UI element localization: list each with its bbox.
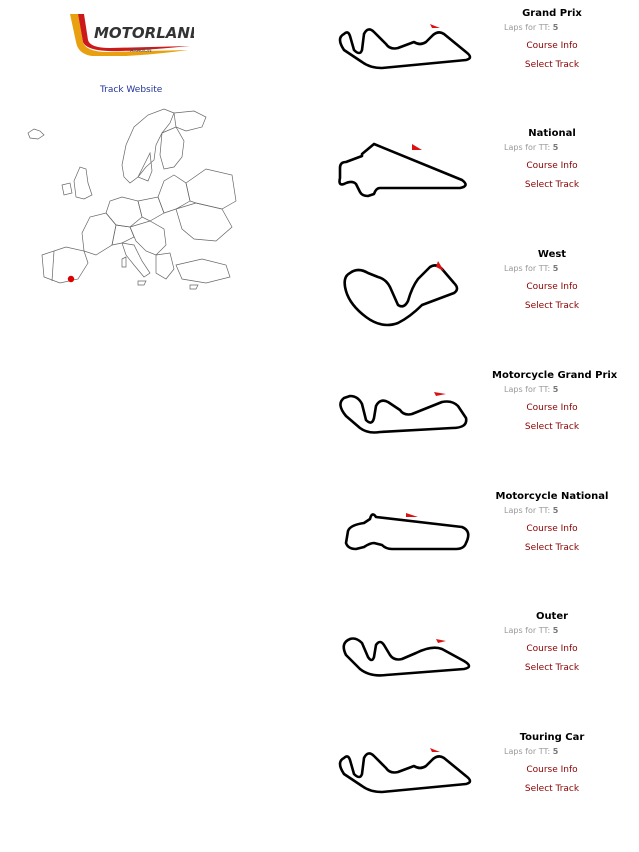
laps-value: 5	[552, 747, 559, 756]
select-track-button[interactable]: Select Track	[524, 663, 580, 673]
laps-label: Laps for TT:	[504, 506, 551, 515]
laps-for-tt	[492, 142, 612, 153]
start-flag-icon	[430, 24, 440, 28]
laps-for-tt	[492, 505, 612, 516]
laps-value: 5	[552, 143, 559, 152]
logo-subtitle-text: ARAGÓN	[130, 48, 152, 54]
track-row-grand-prix	[0, 8, 639, 128]
track-layout-graphic	[326, 140, 482, 212]
track-layout-graphic	[326, 623, 482, 695]
track-info	[492, 370, 618, 433]
track-layout-graphic	[326, 744, 482, 816]
laps-for-tt	[492, 263, 612, 274]
start-flag-icon	[430, 748, 440, 752]
track-name: West	[537, 249, 567, 260]
course-info-link[interactable]: Course Info	[526, 161, 578, 171]
track-name: Touring Car	[519, 732, 585, 743]
laps-value: 5	[552, 264, 559, 273]
laps-label: Laps for TT:	[504, 23, 551, 32]
track-layout-diagram	[326, 623, 482, 695]
start-flag-icon	[434, 392, 446, 396]
track-outline	[340, 29, 470, 68]
track-row-west	[0, 249, 639, 369]
track-outline	[346, 514, 468, 549]
laps-for-tt	[492, 746, 612, 757]
track-info	[492, 128, 612, 191]
track-name: National	[528, 128, 576, 139]
course-info-link[interactable]: Course Info	[526, 644, 578, 654]
laps-label: Laps for TT:	[504, 747, 551, 756]
course-info-link[interactable]: Course Info	[526, 282, 578, 292]
logo-brand-text: MOTORLAND	[94, 24, 194, 42]
track-name: Outer	[535, 611, 569, 622]
laps-label: Laps for TT:	[504, 143, 551, 152]
laps-label: Laps for TT:	[504, 626, 551, 635]
track-layout-diagram	[326, 261, 482, 333]
track-info	[492, 8, 612, 71]
track-info	[492, 491, 612, 554]
track-layout-graphic	[326, 382, 482, 454]
start-flag-icon	[436, 639, 446, 643]
track-row-motorcycle-grand-prix	[0, 370, 639, 490]
track-info	[492, 611, 612, 674]
track-layout-graphic	[326, 20, 482, 92]
track-layout-diagram	[326, 20, 482, 92]
course-info-link[interactable]: Course Info	[526, 765, 578, 775]
track-layout-graphic	[326, 503, 482, 575]
track-layout-graphic	[326, 261, 482, 333]
track-name: Grand Prix	[522, 8, 582, 19]
track-row-national	[0, 128, 639, 248]
track-row-touring-car	[0, 732, 639, 852]
start-flag-icon	[436, 261, 444, 271]
course-info-link[interactable]: Course Info	[526, 403, 578, 413]
select-track-button[interactable]: Select Track	[524, 422, 580, 432]
select-track-button[interactable]: Select Track	[524, 180, 580, 190]
select-track-button[interactable]: Select Track	[524, 301, 580, 311]
laps-for-tt	[492, 384, 612, 395]
select-track-button[interactable]: Select Track	[524, 543, 580, 553]
track-outline	[340, 753, 470, 792]
track-outline	[344, 639, 469, 676]
track-name: Motorcycle Grand Prix	[492, 370, 618, 381]
track-layout-diagram	[326, 744, 482, 816]
laps-value: 5	[552, 626, 559, 635]
laps-label: Laps for TT:	[504, 264, 551, 273]
start-flag-icon	[412, 144, 422, 150]
laps-label: Laps for TT:	[504, 385, 551, 394]
track-info	[492, 249, 612, 312]
track-outline	[340, 396, 466, 433]
track-outline	[340, 144, 466, 196]
select-track-button[interactable]: Select Track	[524, 60, 580, 70]
track-layout-diagram	[326, 503, 482, 575]
track-name: Motorcycle National	[495, 491, 609, 502]
track-row-motorcycle-national	[0, 491, 639, 611]
laps-for-tt	[492, 22, 612, 33]
track-website-link[interactable]: Track Website	[100, 85, 163, 95]
select-track-button[interactable]: Select Track	[524, 784, 580, 794]
track-layout-diagram	[326, 140, 482, 212]
track-info	[492, 732, 612, 795]
start-flag-icon	[406, 513, 418, 517]
track-outline	[345, 265, 457, 325]
track-row-outer	[0, 611, 639, 731]
track-layout-diagram	[326, 382, 482, 454]
laps-value: 5	[552, 385, 559, 394]
laps-for-tt	[492, 625, 612, 636]
laps-value: 5	[552, 23, 559, 32]
course-info-link[interactable]: Course Info	[526, 524, 578, 534]
course-info-link[interactable]: Course Info	[526, 41, 578, 51]
laps-value: 5	[552, 506, 559, 515]
